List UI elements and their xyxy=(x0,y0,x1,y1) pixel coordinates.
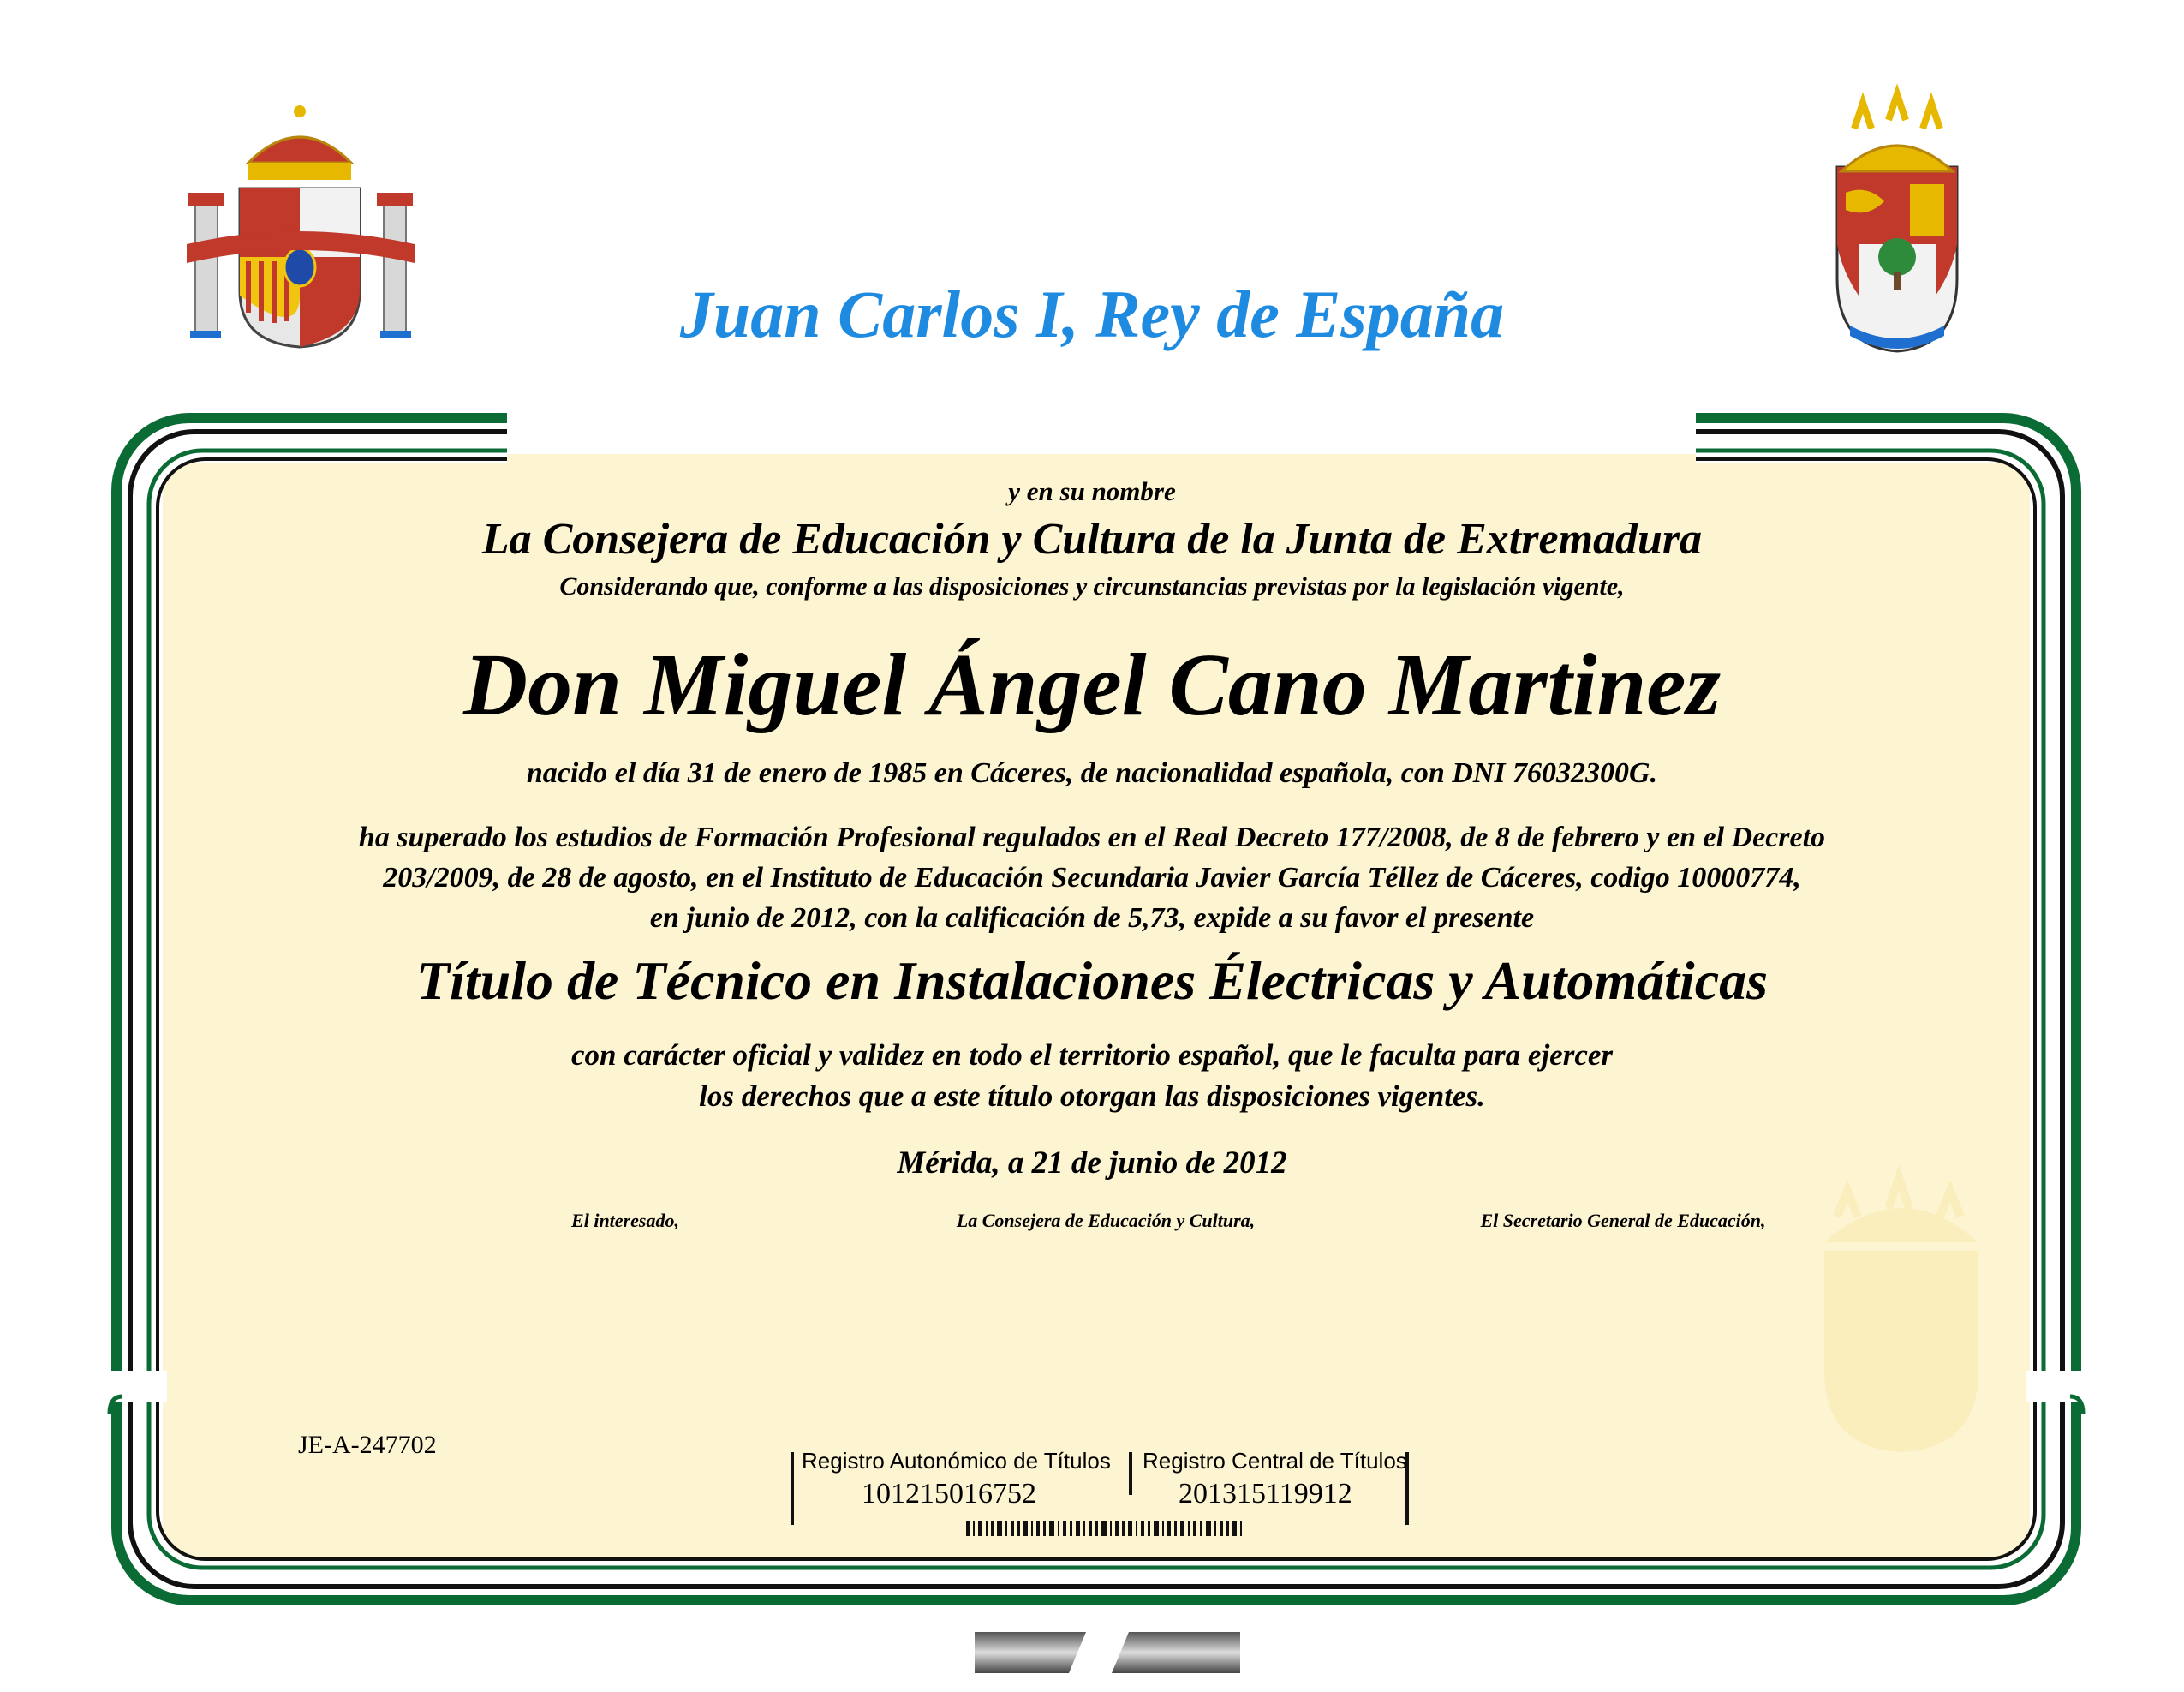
registro-central-number: 201315119912 xyxy=(1179,1478,1352,1510)
authority-line: La Consejera de Educación y Cultura de la Junta de Extremadura xyxy=(481,515,1703,564)
signature-secretario: El Secretario General de Educación, xyxy=(1480,1210,1766,1231)
validity-line-2: los derechos que a este título otorgan las disposiciones vigentes. xyxy=(699,1079,1485,1113)
registro-autonomico-number: 101215016752 xyxy=(862,1478,1036,1510)
studies-line-3: en junio de 2012, con la calificación de 5,73, expide a su favor el presente xyxy=(649,902,1535,934)
frame-gap-right xyxy=(2026,1371,2090,1402)
frame-gap-left xyxy=(103,1371,167,1402)
studies-line-2: 203/2009, de 28 de agosto, en el Instituto de Educación Secundaria Javier García Téllez de Cáceres, codigo 10000774, xyxy=(383,862,1801,894)
frame-gap-top xyxy=(507,403,1696,454)
considerando-line: Considerando que, conforme a las disposiciones y circunstancias previstas por la legislación vigente, xyxy=(559,572,1625,601)
recipient-name: Don Miguel Ángel Cano Martinez xyxy=(463,636,1721,734)
registro-central-label: Registro Central de Títulos xyxy=(1143,1448,1407,1474)
security-strip-icon xyxy=(975,1632,1240,1673)
header-title: Juan Carlos I, Rey de España xyxy=(679,277,1505,351)
document-code: JE-A-247702 xyxy=(298,1431,437,1459)
birth-details: nacido el día 31 de enero de 1985 en Cáceres, de nacionalidad española, con DNI 76032300G. xyxy=(526,757,1658,789)
signature-interesado: El interesado, xyxy=(571,1210,679,1231)
validity-line-1: con carácter oficial y validez en todo el territorio español, que le faculta para ejercer xyxy=(570,1038,1614,1072)
en-su-nombre: y en su nombre xyxy=(1008,476,1176,506)
degree-title: Título de Técnico en Instalaciones Électricas y Automáticas xyxy=(416,950,1768,1011)
frame-gap-top-parchment xyxy=(507,454,1696,471)
signature-consejera: La Consejera de Educación y Cultura, xyxy=(956,1210,1256,1231)
registro-autonomico-label: Registro Autonómico de Títulos xyxy=(802,1448,1111,1474)
studies-line-1: ha superado los estudios de Formación Profesional regulados en el Real Decreto 177/2008, de 8 de febrero y en el Decreto xyxy=(358,822,1826,853)
place-date: Mérida, a 21 de junio de 2012 xyxy=(897,1145,1287,1181)
